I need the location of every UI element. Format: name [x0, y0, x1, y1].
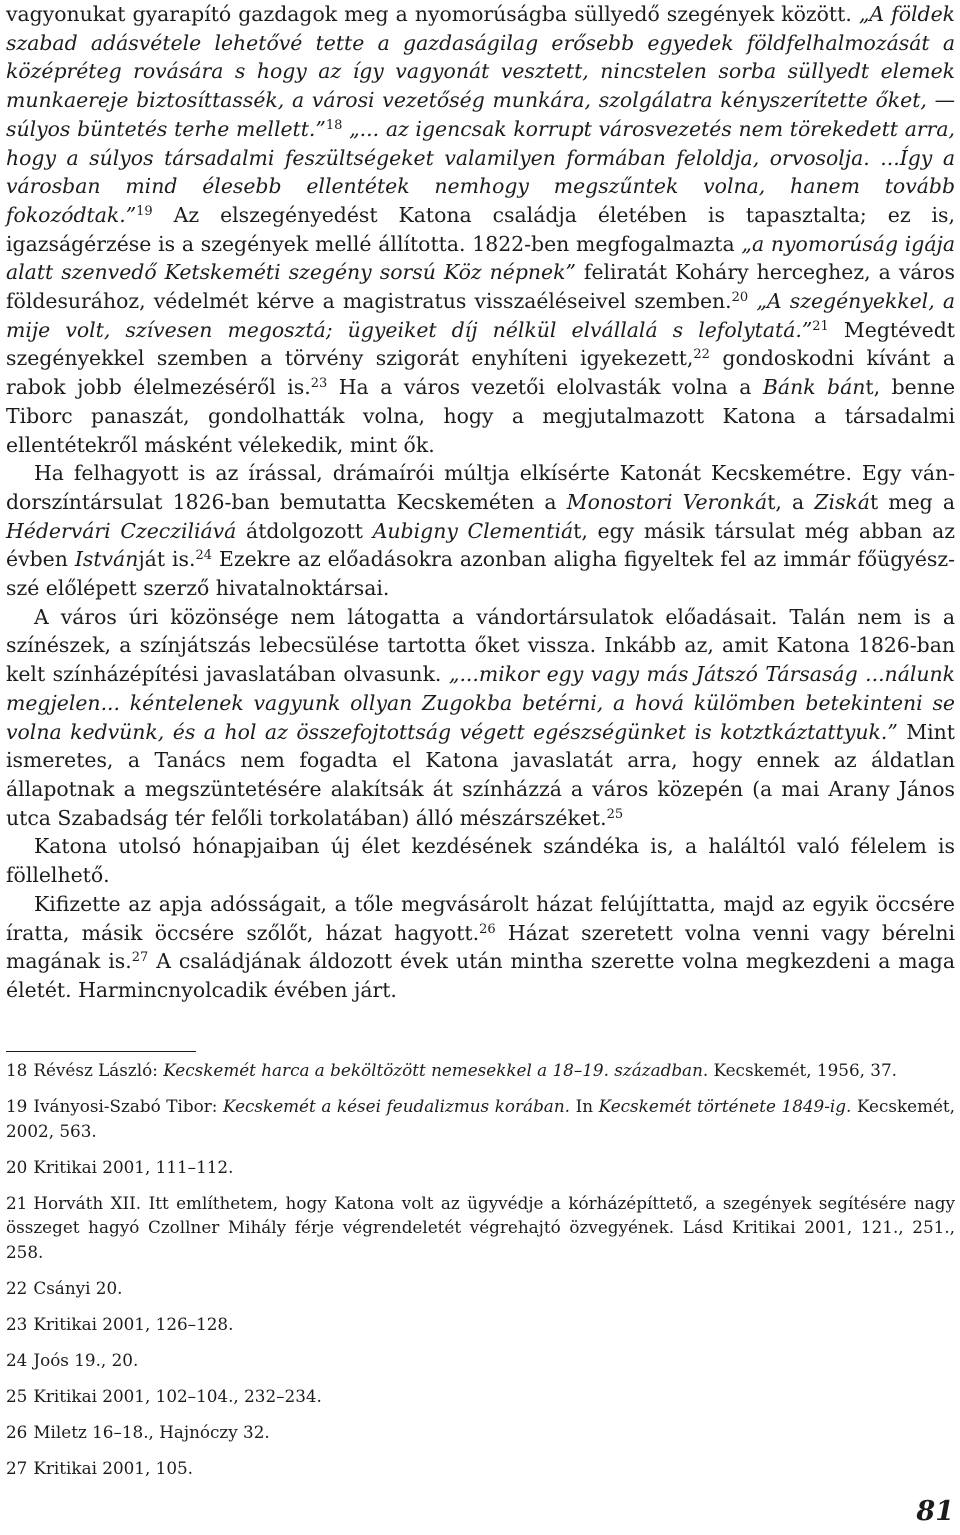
- work-title: Ziská: [814, 489, 870, 514]
- text-run: Kecskemét, 2002, 563.: [6, 1096, 956, 1141]
- text-run: In: [569, 1096, 599, 1116]
- footnote-ref-18[interactable]: 18: [325, 117, 343, 133]
- footnote-number: 27: [6, 1457, 28, 1478]
- text-run: Katona utolsó hónapjaiban új élet kezdésének szándéka is, a haláltól való félelem is föllelhető.: [6, 834, 955, 888]
- paragraph: [6, 832, 955, 889]
- footnote-number: 20: [6, 1156, 28, 1177]
- text-run: Joós 19., 20.: [33, 1349, 139, 1370]
- text-run: Ha felhagyott is az írással, drámaírói múltja elkísérte Katonát Kecskemétre. Egy vándorszíntársulat 1826-ban bemutatta Kecskeméten a: [6, 461, 955, 514]
- work-title: Kecskemét harca a beköltözött nemesekkel a 18–19. században: [163, 1060, 703, 1080]
- text-run: t, egy másik társulat még abban az évben: [6, 518, 956, 572]
- quotation: „A földek szabad adásvétele lehetővé tette a gazdaságilag erősebb egyedek földfelhalmozását a középréteg rovására s hogy az így vagyonát vesztett, nincstelen sorba süllyedt elemek munkaereje biztosíttassék, a városi vezetőség munkára, szolgálatra kényszerítette őket, — súlyos büntetés terhe mellett.”: [6, 2, 955, 141]
- text-run: átdolgozott: [236, 518, 373, 543]
- footnote-23: [6, 1312, 955, 1337]
- footnote-ref-25[interactable]: 25: [606, 806, 624, 822]
- text-run: A családjának áldozott évek után mintha szerette volna megkezdeni a maga életét. Harmincnyolcadik évében járt.: [6, 949, 956, 1002]
- work-title: Aubigny Clementiá: [372, 518, 574, 543]
- footnotes: [6, 1058, 955, 1492]
- text-run: feliratát Koháry herceghez, a város földesurához, védelmét kérve a magistratus visszaéléseivel szemben.: [6, 260, 955, 314]
- text-run: Csányi 20.: [33, 1277, 123, 1298]
- text-run: Mint ismeretes, a Tanács nem fogadta el Katona javaslatát arra, hogy ennek az áldatlan állapotnak a megszüntetésére alakítsák át színházzá a város közepén (a mai Arany János utca Szabadság tér felőli torkolatában) álló mészárszéket.: [6, 719, 955, 830]
- footnote-number: 24: [6, 1349, 28, 1370]
- text-run: Kritikai 2001, 105.: [33, 1457, 194, 1478]
- work-title: Monostori Veronká: [566, 489, 768, 514]
- footnote-18: [6, 1058, 955, 1083]
- work-title: István: [74, 547, 139, 572]
- body-text: [6, 0, 955, 1005]
- text-run: Horváth XII. Itt említhetem, hogy Katona volt az ügyvédje a kórházépíttető, a szegények segítésére nagy összeget hagyó Czollner Mihály férje végrendeletét végrehajtó özvegyének. Lásd Kritikai 2001, 121., 251., 258.: [6, 1192, 955, 1262]
- footnote-number: 22: [6, 1277, 28, 1298]
- text-run: Az elszegényedést Katona családja életében is tapasztalta; ez is, igazságérzése is a szegények mellé állította. 1822-ben megfogalmazta: [6, 202, 955, 256]
- quotation: „... az igencsak korrupt városvezetés nem törekedett arra, hogy a súlyos társadalmi feszültségeket valamilyen formában feloldja, orvosolja. ...Így a városban mind élesebb ellentétek nemhogy megszűntek volna, hanem tovább fokozódtak.”: [6, 116, 955, 227]
- text-run: Házat szeretett volna venni vagy bérelni magának is.: [6, 920, 955, 974]
- text-run: t meg a: [869, 489, 955, 514]
- footnote-number: 21: [6, 1192, 28, 1213]
- text-run: t, benne Tiborc panaszát, gondolhatták volna, hogy a megjutalmazott Katona a társadalmi ellentétekről másként vélekedik, mint ők.: [6, 375, 956, 457]
- text-run: t, a: [767, 489, 815, 514]
- footnote-number: 19: [6, 1096, 28, 1116]
- footnote-ref-22[interactable]: 22: [693, 347, 710, 363]
- footnote-20: [6, 1155, 955, 1180]
- text-run: gondoskodni kívánt a rabok jobb élelmezéséről is.: [6, 346, 955, 400]
- text-run: Megtévedt szegényekkel szemben a törvény szigorát enyhíteni igyekezett,: [6, 317, 955, 371]
- quotation: „...mikor egy vagy más Játszó Társaság ...nálunk megjelen... kéntelenek vagyunk ollyan Zugokba betérni, a hová külömben betekinteni se volna kedvünk, és a hol az összefojtottság végett egészségünket is kotztkáztattyuk.”: [6, 662, 955, 744]
- footnote-ref-23[interactable]: 23: [310, 376, 328, 392]
- footnote-27: [6, 1456, 955, 1481]
- page-number: 81: [916, 1496, 954, 1527]
- quotation: „a nyomorúság igája alatt szenvedő Ketskeméti szegény sorsú Köz népnek”: [6, 231, 955, 285]
- footnote-ref-24[interactable]: 24: [195, 548, 212, 564]
- footnote-19: [6, 1094, 955, 1143]
- footnote-number: 23: [6, 1313, 28, 1334]
- footnote-separator: [6, 1051, 196, 1052]
- text-run: Kritikai 2001, 126–128.: [33, 1313, 234, 1334]
- text-run: ját is.: [138, 547, 196, 572]
- paragraph: [6, 890, 955, 1005]
- quotation: „A szegényekkel, a mije volt, szívesen megosztá; ügyeiket díj nélkül elvállalá s lefolytatá.”: [6, 289, 955, 342]
- text-run: vagyonukat gyarapító gazdagok meg a nyomorúságba süllyedő szegények között.: [6, 2, 859, 26]
- work-title: Hédervári Czecziliává: [6, 518, 237, 543]
- text-run: A város úri közönsége nem látogatta a vándortársulatok előadásait. Talán nem is a színészek, a színjátszás lebecsülése tartotta őket vissza. Inkább az, amit Katona 1826-ban kelt színházépítési javaslatában olvasunk.: [6, 604, 955, 687]
- text-run: Kritikai 2001, 111–112.: [33, 1156, 234, 1177]
- text-run: Miletz 16–18., Hajnóczy 32.: [33, 1421, 270, 1442]
- footnote-ref-21[interactable]: 21: [812, 318, 829, 334]
- work-title: Bánk bán: [762, 375, 866, 400]
- footnote-number: 25: [6, 1385, 28, 1406]
- paragraph: [6, 0, 955, 459]
- paragraph: [6, 603, 955, 833]
- footnote-number: 18: [6, 1060, 28, 1080]
- work-title: Kecskemét a kései feudalizmus korában.: [223, 1096, 570, 1116]
- footnote-ref-19[interactable]: 19: [136, 203, 153, 219]
- footnote-ref-27[interactable]: 27: [131, 950, 149, 966]
- footnote-ref-20[interactable]: 20: [731, 290, 749, 306]
- text-run: Révész László:: [33, 1060, 164, 1080]
- text-run: Iványosi-Szabó Tibor:: [33, 1096, 223, 1116]
- footnote-ref-26[interactable]: 26: [479, 921, 496, 937]
- text-run: Ha a város vezetői elolvasták volna a: [327, 375, 763, 400]
- footnote-22: [6, 1276, 955, 1301]
- footnote-25: [6, 1384, 955, 1409]
- text-run: Kritikai 2001, 102–104., 232–234.: [33, 1385, 322, 1406]
- work-title: Kecskemét története 1849-ig.: [598, 1096, 852, 1116]
- footnote-26: [6, 1420, 955, 1445]
- text-run: Kifizette az apja adósságait, a tőle megvásárolt házat felújíttatta, majd az egyik öccsére íratta, másik öccsére szőlőt, házat hagyott.: [6, 891, 955, 945]
- text-run: . Kecskemét, 1956, 37.: [702, 1060, 897, 1080]
- text-run: Ezekre az előadásokra azonban aligha figyeltek fel az immár főügyészszé előlépett szerző hivatalnoktársai.: [6, 547, 955, 601]
- footnote-24: [6, 1348, 955, 1373]
- paragraph: [6, 459, 955, 603]
- footnote-number: 26: [6, 1421, 28, 1442]
- footnote-21: [6, 1191, 955, 1265]
